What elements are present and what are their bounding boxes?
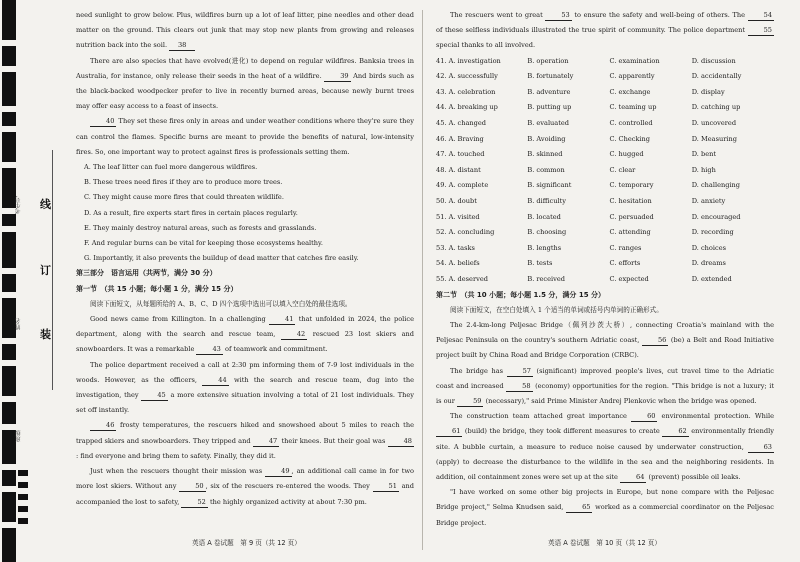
blank-56[interactable]: 56 <box>642 336 668 346</box>
paragraph-text: , six of the rescuers re-entered the woods. They <box>205 482 370 491</box>
paragraph-text: : find everyone and bring them to safety. Finally, they did it. <box>76 451 276 460</box>
grammar-paragraph <box>436 364 774 410</box>
grammar-paragraph <box>436 409 774 485</box>
choice-option[interactable]: D. catching up <box>691 103 741 112</box>
option-f[interactable]: F. And regular burns can be vital for keeping those ecosystems healthy. <box>84 239 323 248</box>
paragraph-text: that unfolded in 2024, the police department, along with the search and rescue team, <box>76 315 414 339</box>
margin-bar <box>2 232 16 268</box>
paragraph-text: frosty temperatures, the rescuers hiked and snowshoed about 5 miles to reach the trapped skiers and snowboarders. They tripped and <box>76 421 414 445</box>
page-10-footer: 英语 A 卷试题 第 10 页（共 12 页） <box>548 539 661 547</box>
paragraph-text: and accompanied the lost to safety, <box>76 482 414 506</box>
margin-bar <box>2 470 16 486</box>
margin-bar <box>2 0 16 40</box>
choice-row <box>436 100 774 116</box>
choice-option[interactable]: C. persuaded <box>609 212 654 221</box>
margin-bar <box>2 274 16 292</box>
blank-44[interactable]: 44 <box>202 376 228 386</box>
paragraph-text: The rescuers went to great <box>450 11 543 19</box>
choice-row <box>436 194 774 210</box>
choice-option[interactable]: C. temporary <box>609 181 654 190</box>
blank-46[interactable]: 46 <box>90 421 116 431</box>
paragraph-text: The construction team attached great importance <box>450 412 627 421</box>
blank-60[interactable]: 60 <box>631 412 657 422</box>
choice-option[interactable]: D. anxiety <box>691 196 726 205</box>
margin-stub <box>18 518 28 524</box>
choice-row <box>436 241 774 257</box>
margin-bar <box>2 492 16 522</box>
blank-38[interactable]: 38 <box>169 41 195 51</box>
choice-row <box>436 132 774 148</box>
choice-option[interactable]: D. challenging <box>691 181 741 190</box>
choice-row <box>436 225 774 241</box>
blank-61[interactable]: 61 <box>436 427 462 437</box>
blank-45[interactable]: 45 <box>141 391 167 401</box>
paragraph-text: the highly organized activity at about 7:30 pm. <box>209 497 367 506</box>
choice-option[interactable]: B. skinned <box>527 150 563 159</box>
paragraph-text: environmental protection. While <box>661 412 774 421</box>
grammar-paragraph <box>436 318 774 364</box>
cloze-paragraph <box>76 312 414 358</box>
margin-bar <box>2 214 16 226</box>
cloze-paragraph <box>76 464 414 510</box>
choice-option[interactable]: B. choosing <box>527 228 567 237</box>
blank-39[interactable]: 39 <box>324 72 350 82</box>
choice-option[interactable]: 46. A. Braving <box>436 134 484 143</box>
choices-table <box>436 54 774 288</box>
choice-option[interactable]: D. dreams <box>691 259 726 268</box>
option-c[interactable]: C. They might cause more fires that could threaten wildlife. <box>84 193 284 202</box>
choice-option[interactable]: C. hugged <box>609 150 644 159</box>
choice-option[interactable]: 53. A. tasks <box>436 243 475 252</box>
page-9-footer: 英语 A 卷试题 第 9 页（共 12 页） <box>192 539 301 547</box>
choice-option[interactable]: 55. A. deserved <box>436 274 488 283</box>
blank-52[interactable]: 52 <box>181 498 207 508</box>
choice-option[interactable]: B. lengths <box>527 243 562 252</box>
blank-62[interactable]: 62 <box>662 427 688 437</box>
blank-51[interactable]: 51 <box>373 482 399 492</box>
choice-option[interactable]: D. extended <box>691 274 732 283</box>
choice-option[interactable]: B. fortunately <box>527 72 574 81</box>
choice-option[interactable]: C. efforts <box>609 259 641 268</box>
margin-stub <box>18 482 28 488</box>
choice-option[interactable]: B. difficulty <box>527 196 566 205</box>
page-9-column <box>76 8 414 510</box>
option-g[interactable]: G. Importantly, it also prevents the buildup of dead matter that catches fire easily. <box>84 254 359 263</box>
choice-row <box>436 272 774 288</box>
choice-option[interactable]: D. display <box>691 87 725 96</box>
choice-option[interactable]: B. common <box>527 165 565 174</box>
blank-53[interactable]: 53 <box>545 11 571 21</box>
choice-option[interactable]: C. controlled <box>609 118 653 127</box>
paragraph-text: (apply) to decrease the disturbance to the wildlife in the sea and the neighboring residents. In addition, oil containment zones were set up at the site <box>436 457 774 481</box>
paragraph-text: need sunlight to grow below. Plus, wildfires burn up a lot of leaf litter, pine needles and other dead matter on the ground. This clears out junk that may stop new plants from growing and releases nutrition back into the soil. <box>76 11 414 50</box>
margin-bar <box>2 366 16 396</box>
choice-option[interactable]: C. attending <box>609 228 651 237</box>
paragraph-text: a more extensive situation involving a total of 21 lost individuals. They set off instantly. <box>76 391 414 415</box>
paragraph-text: The bridge has <box>450 366 504 375</box>
choice-row <box>436 163 774 179</box>
choice-option[interactable]: 54. A. beliefs <box>436 259 480 268</box>
choice-option[interactable]: B. evaluated <box>527 118 569 127</box>
choice-option[interactable]: C. Checking <box>609 134 651 143</box>
choice-option[interactable]: B. significant <box>527 181 572 190</box>
section-1-instructions: 阅读下面短文，从每题所给的 A、B、C、D 四个选项中选出可以填入空白处的最佳选项。 <box>90 299 352 308</box>
choice-option[interactable]: D. uncovered <box>691 118 737 127</box>
paragraph-text: of teamwork and commitment. <box>224 345 328 354</box>
choice-option[interactable]: D. encouraged <box>691 212 741 221</box>
choice-row <box>436 210 774 226</box>
option-e[interactable]: E. They mainly destroy natural areas, such as forests and grasslands. <box>84 223 317 232</box>
choice-option[interactable]: C. exchange <box>609 87 651 96</box>
choice-option[interactable]: B. located <box>527 212 561 221</box>
choice-option[interactable]: C. teaming up <box>609 103 657 112</box>
blank-41[interactable]: 41 <box>269 315 295 325</box>
paragraph-text: And birds such as the black-backed woodpecker prefer to live in recently burned areas, because newly burnt trees may offer easy access to a feast of insects. <box>76 71 414 111</box>
blank-57[interactable]: 57 <box>507 367 533 377</box>
class-label: 班级 <box>15 430 22 442</box>
paragraph-text: (prevent) possible oil leaks. <box>648 472 741 481</box>
binding-line <box>52 150 53 390</box>
paragraph-text: to ensure the safety and well-being of others. The <box>574 11 745 19</box>
blank-50[interactable]: 50 <box>179 482 205 492</box>
paragraph-text: their knees. But their goal was <box>281 436 386 445</box>
paragraph-text: (necessary)," said Prime Minister Andrej Plenkovic when the bridge was opened. <box>485 396 757 405</box>
paragraph-text: The police department received a call at 2:30 pm informing them of 7-9 lost individuals in the woods. However, as the officers, <box>76 360 414 384</box>
page-10-column <box>436 8 774 531</box>
blank-55[interactable]: 55 <box>748 26 774 36</box>
choice-option[interactable]: B. received <box>527 274 565 283</box>
paragraph-text: (significant) improved people's lives, cut travel time to the Adriatic coast and increased <box>436 366 774 390</box>
choice-option[interactable]: B. adventure <box>527 87 571 96</box>
cloze-paragraph <box>76 418 414 464</box>
choice-option[interactable]: 51. A. visited <box>436 212 480 221</box>
section-2-instructions: 阅读下面短文，在空白处填入 1 个适当的单词或括号内单词的正确形式。 <box>450 305 663 314</box>
choice-option[interactable]: 43. A. celebration <box>436 87 496 96</box>
choice-row <box>436 116 774 132</box>
name-label: 姓名 <box>15 318 22 330</box>
paragraph-text: There are also species that have evolved(进化) to depend on regular wildfires. Banksia trees in Australia, for instance, only release their seeds in the heat of a wildfire. <box>76 56 414 80</box>
grammar-paragraph <box>436 485 774 531</box>
choice-option[interactable]: 42. A. successfully <box>436 72 498 81</box>
binding-char: 线 <box>40 198 51 211</box>
cloze-ending-paragraph <box>436 8 774 54</box>
paragraph-text: They set these fires only in areas and under weather conditions where they're sure they can control the flames. Specific burns are meant to provide the benefits of natural, low-intensity fires. So, one important way to protect against fires is professionals setting them. <box>76 117 414 156</box>
blank-47[interactable]: 47 <box>253 437 279 447</box>
choice-option[interactable]: B. operation <box>527 56 569 65</box>
paragraph-text: environmentally friendly site. A bubble curtain, a measure to reduce noise caused by underwater construction, <box>436 427 774 451</box>
section-2-title: 第二节 （共 10 小题；每小题 1.5 分，满分 15 分） <box>436 290 606 299</box>
choice-option[interactable]: C. apparently <box>609 72 655 81</box>
margin-stub <box>18 506 28 512</box>
choice-option[interactable]: D. Measuring <box>691 134 737 143</box>
binding-char: 装 <box>40 328 51 341</box>
paragraph-text: "I have worked on some other big projects in Europe, but none compare with the Peljesac Bridge project," Selma Knudsen said, <box>436 488 774 512</box>
margin-stub <box>18 494 28 500</box>
choice-row <box>436 256 774 272</box>
paragraph-text: worked as a commercial coordinator on the Peljesac Bridge project. <box>436 503 774 527</box>
passage-paragraph <box>76 114 414 160</box>
choice-option[interactable]: D. bent <box>691 150 717 159</box>
blank-58[interactable]: 58 <box>506 382 532 392</box>
choice-option[interactable]: D. accidentally <box>691 72 742 81</box>
blank-42[interactable]: 42 <box>281 330 307 340</box>
choice-option[interactable]: B. putting up <box>527 103 572 112</box>
choice-option[interactable]: 50. A. doubt <box>436 196 477 205</box>
choice-option[interactable]: D. recording <box>691 228 734 237</box>
choice-option[interactable]: 47. A. touched <box>436 150 485 159</box>
page-divider <box>422 10 423 550</box>
margin-bar <box>2 112 16 126</box>
blank-43[interactable]: 43 <box>196 345 222 355</box>
blank-48[interactable]: 48 <box>388 437 414 447</box>
choice-option[interactable]: C. clear <box>609 165 636 174</box>
choice-row <box>436 69 774 85</box>
choice-option[interactable]: D. high <box>691 165 716 174</box>
choice-option[interactable]: C. hesitation <box>609 196 652 205</box>
choice-option[interactable]: C. examination <box>609 56 660 65</box>
paragraph-text: with the search and rescue team, dug into the investigation, they <box>76 375 414 400</box>
exam-number-label: 考生号 <box>15 196 22 214</box>
choice-option[interactable]: D. discussion <box>691 56 736 65</box>
choice-row <box>436 147 774 163</box>
paragraph-text: rescued 23 lost skiers and snowboarders. It was a remarkable <box>76 330 414 354</box>
passage-paragraph <box>76 54 414 115</box>
margin-bar <box>2 528 16 562</box>
choice-option[interactable]: B. Avoiding <box>527 134 566 143</box>
choice-row <box>436 85 774 101</box>
blank-64[interactable]: 64 <box>620 473 646 483</box>
choice-option[interactable]: C. expected <box>609 274 649 283</box>
passage-paragraph <box>76 8 414 54</box>
choice-option[interactable]: 44. A. breaking up <box>436 103 498 112</box>
blank-59[interactable]: 59 <box>457 397 483 407</box>
paragraph-text: The 2.4-km-long Peljesac Bridge（佩列沙茨大桥）, connecting Croatia's mainland with the Peljesac Peninsula on the country's southern Adriatic coast, <box>436 320 774 345</box>
choice-row <box>436 178 774 194</box>
paragraph-text: (build) the bridge, they took different measures to create <box>464 427 660 436</box>
option-d[interactable]: D. As a result, fire experts start fires in certain places regularly. <box>84 208 298 217</box>
paragraph-text: of these selfless individuals illustrated the true spirit of community. The police department <box>436 26 746 35</box>
cloze-paragraph <box>76 358 414 419</box>
paragraph-text: Good news came from Killington. In a challenging <box>90 315 266 324</box>
choice-option[interactable]: 41. A. investigation <box>436 56 501 65</box>
margin-bar <box>2 132 16 162</box>
margin-stub <box>18 470 28 476</box>
choice-option[interactable]: 45. A. changed <box>436 118 486 127</box>
option-a[interactable]: A. The leaf litter can fuel more dangerous wildfires. <box>84 163 258 172</box>
paragraph-text: (be) a Belt and Road Initiative project built by China Road and Bridge Corporation (CRBC). <box>436 336 774 360</box>
paragraph-text: special thanks to all involved. <box>436 41 536 50</box>
paragraph-text: Just when the rescuers thought their mission was <box>90 467 263 476</box>
section-1-title: 第一节 （共 15 小题；每小题 1 分，满分 15 分） <box>76 284 238 293</box>
blank-40[interactable]: 40 <box>90 117 116 127</box>
choice-option[interactable]: 48. A. distant <box>436 165 481 174</box>
option-b[interactable]: B. These trees need fires if they are to produce more trees. <box>84 178 283 187</box>
choice-option[interactable]: 49. A. complete <box>436 181 489 190</box>
paragraph-text: (economy) opportunities for the region. "This bridge is not a luxury; it is our <box>436 381 775 405</box>
paragraph-text: , an additional call came in for two more lost skiers. Without any <box>76 467 414 491</box>
choice-option[interactable]: C. ranges <box>609 243 642 252</box>
choice-row <box>436 54 774 70</box>
blank-63[interactable]: 63 <box>748 443 774 453</box>
choice-option[interactable]: D. choices <box>691 243 726 252</box>
choice-option[interactable]: B. tests <box>527 259 553 268</box>
blank-49[interactable]: 49 <box>265 467 291 477</box>
margin-bar <box>2 402 16 424</box>
margin-bar <box>2 72 16 106</box>
blank-54[interactable]: 54 <box>748 11 774 21</box>
binding-char: 订 <box>40 264 51 277</box>
binding-margin <box>0 0 62 562</box>
blank-65[interactable]: 65 <box>566 503 592 513</box>
margin-bar <box>2 344 16 360</box>
part-3-title: 第三部分 语言运用（共两节，满分 30 分） <box>76 269 217 278</box>
choice-option[interactable]: 52. A. concluding <box>436 228 495 237</box>
margin-bar <box>2 46 16 66</box>
